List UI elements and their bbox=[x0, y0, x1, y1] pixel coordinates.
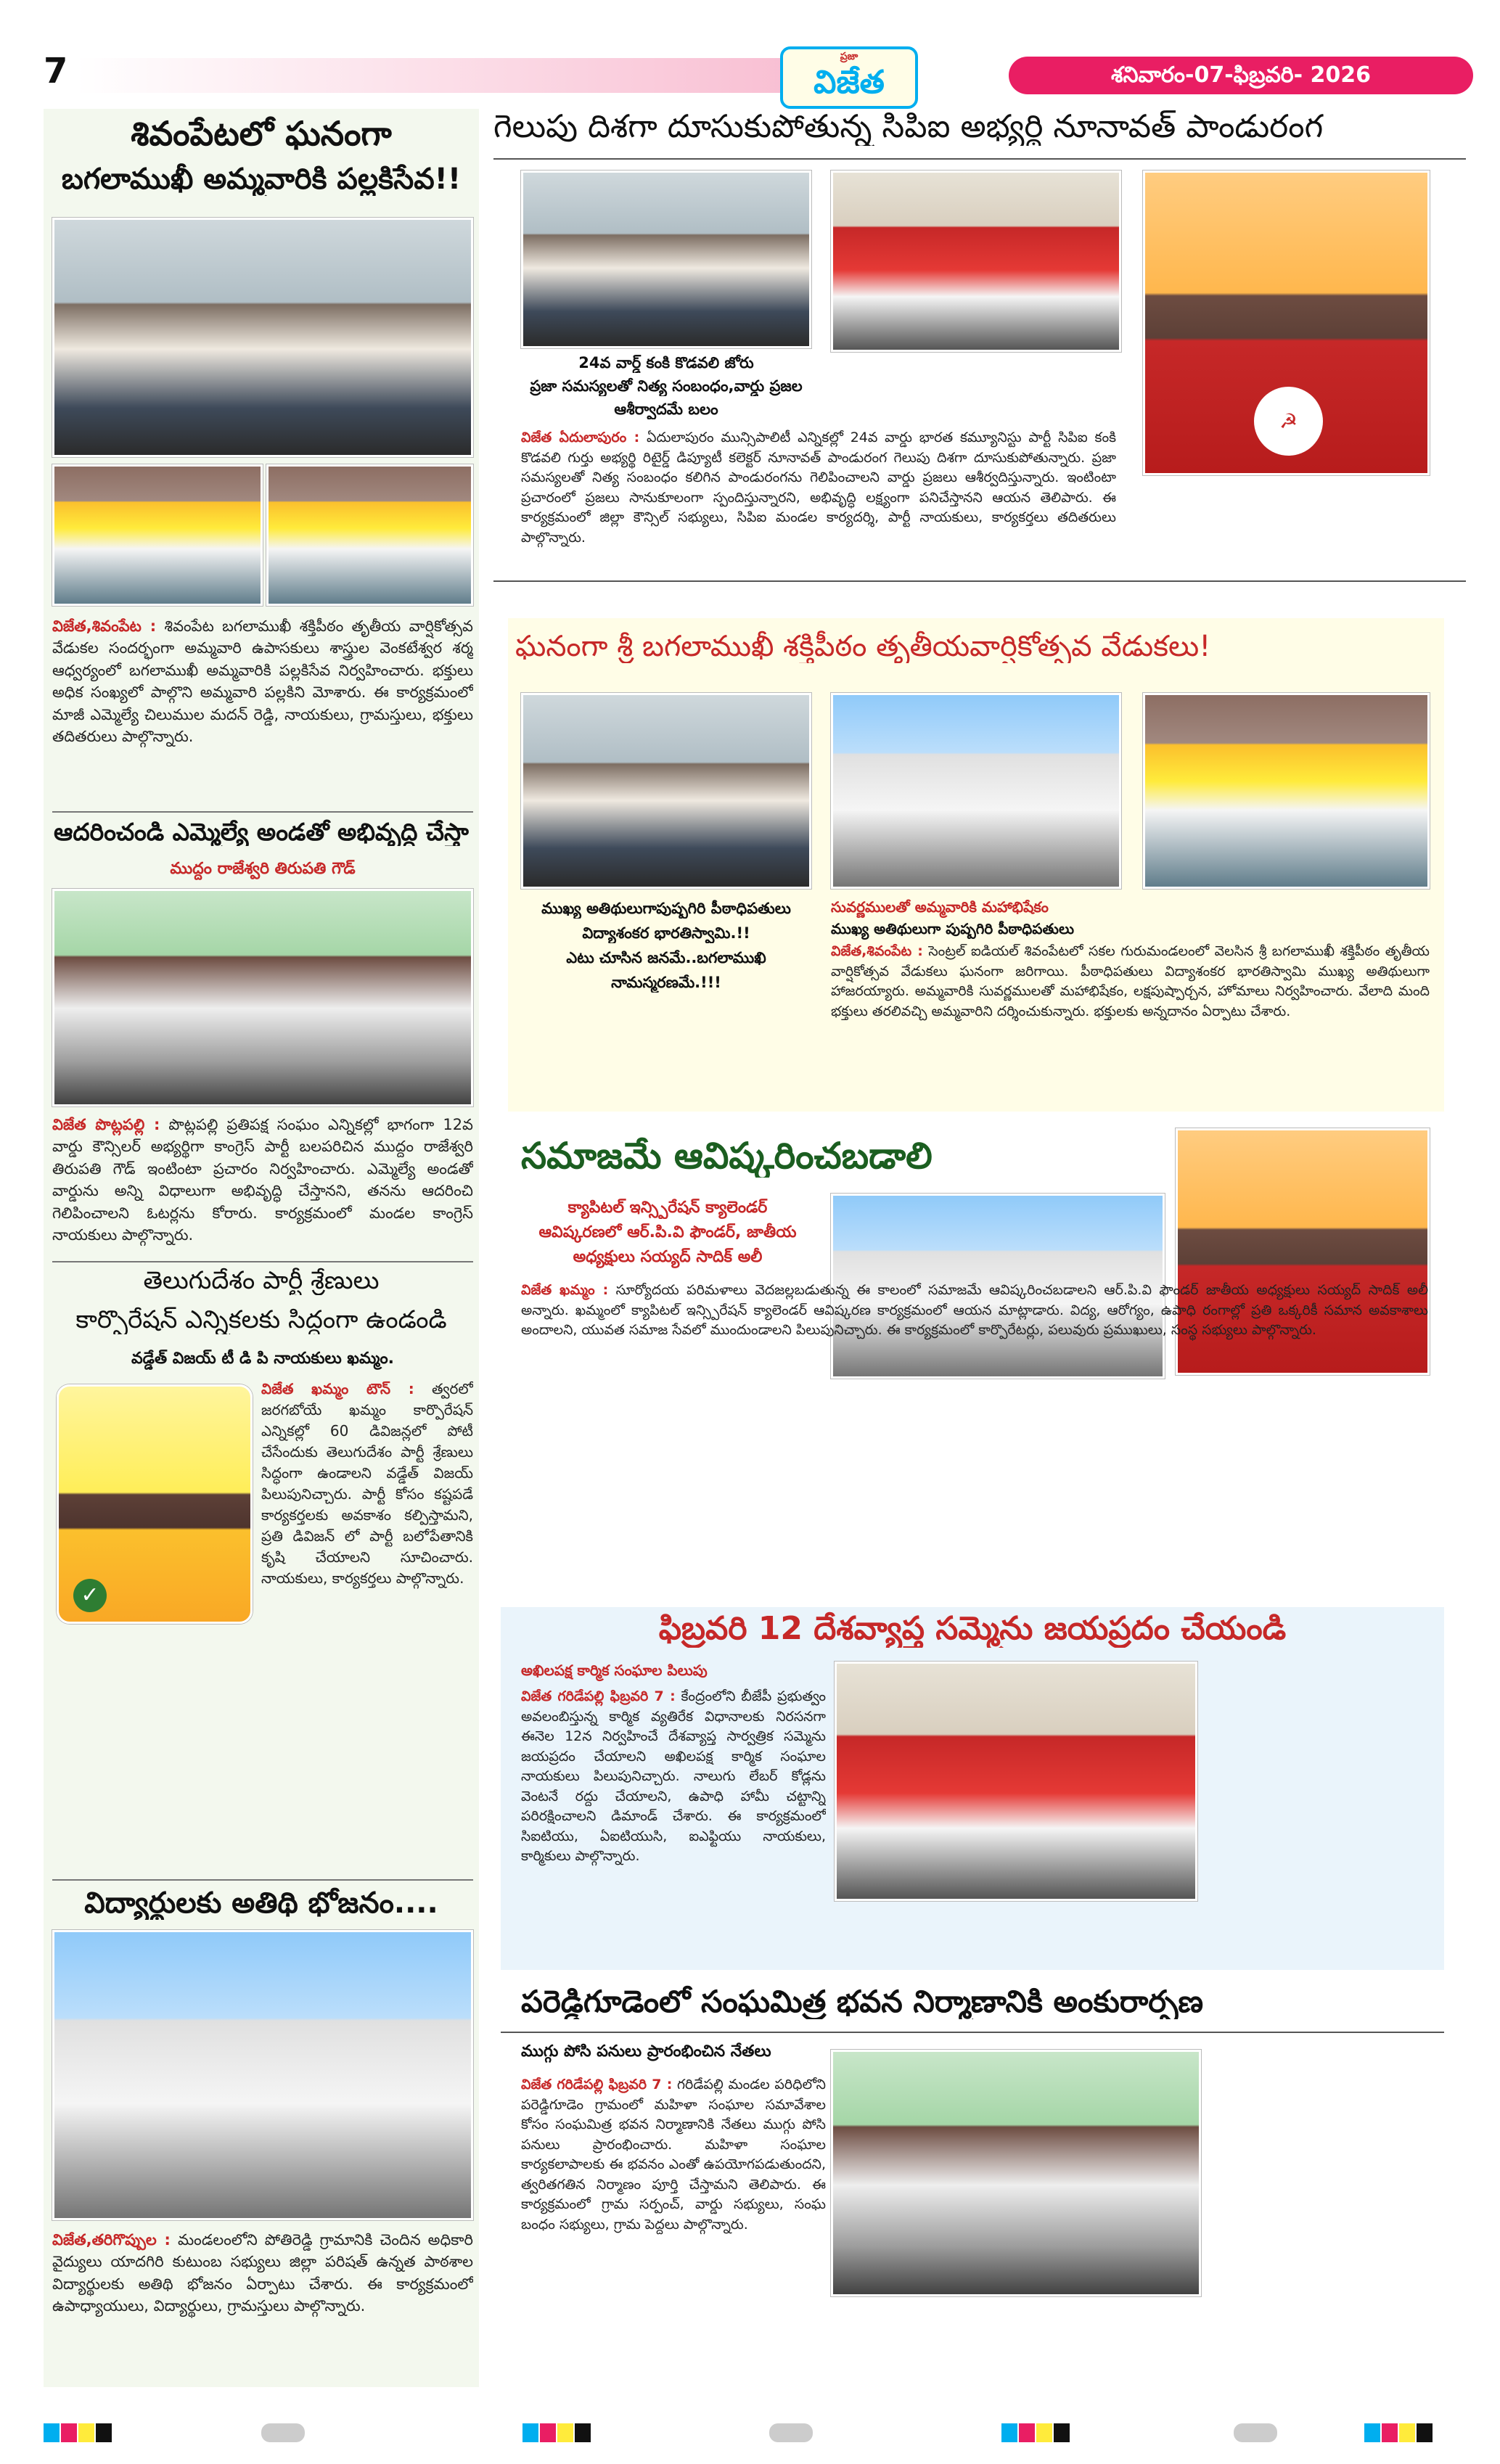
cpi-logo-icon: ☭ bbox=[1254, 387, 1323, 456]
divider bbox=[52, 811, 473, 813]
left-story1-headline-1: శివంపేటలో ఘనంగా bbox=[131, 115, 392, 153]
right-story2-subhead: సువర్ణములతో అమ్మవారికి మహాభిషేకం bbox=[831, 898, 1049, 916]
right-story2-subhead2: ముఖ్య అతిథులుగా పుష్పగిరి పీఠాధిపతులు bbox=[831, 920, 1075, 937]
left-story3-headline-2: కార్పొరేషన్ ఎన్నికలకు సిద్ధంగా ఉండండి bbox=[75, 1306, 447, 1334]
left-story1-text: శివంపేట బగలాముఖీ శక్తిపీఠం తృతీయ వార్షికోత్సవ వేడుకల సందర్భంగా అమ్మవారి ఉపాసకులు శాస్త్రుల వెంకటేశ్వర శర్మ ఆధ్వర్యంలో బగలాముఖీ అమ్మవారికి పల్లకిసేవ నిర్వహించారు. భక్తులు అధిక సంఖ్యలో పాల్గొని అమ్మవారి పల్లకిని మోశారు. ఈ కార్యక్రమంలో మాజీ ఎమ్మెల్యే చిలుముల మదన్ రెడ్డి, నాయకులు, గ్రామస్తులు, భక్తులు తదితరులు పాల్గొన్నారు. bbox=[52, 617, 473, 746]
left-story2-byline: ముద్దం రాజేశ్వరి తిరుపతి గౌడ్ bbox=[170, 860, 356, 878]
left-story3-portrait bbox=[57, 1384, 253, 1624]
right-story3-cap-1: క్యాపిటల్ ఇన్స్పిరేషన్ క్యాలెండర్ bbox=[567, 1199, 768, 1217]
right-story2-photo-1 bbox=[521, 693, 811, 889]
masthead-band-left bbox=[76, 58, 838, 93]
divider bbox=[501, 2032, 1444, 2033]
right-story3-body bbox=[521, 1281, 1428, 1593]
left-story4-photo bbox=[52, 1930, 473, 2220]
left-story3-body-side bbox=[261, 1379, 473, 1625]
left-story4-text: మండలంలోని పోతిరెడ్డి గ్రామానికి చెందిన అధికారి వైద్యులు యాదగిరి కుటుంబ సభ్యులు జిల్లా పరిషత్ ఉన్నత పాఠశాల విద్యార్థులకు అతిథి భోజనం ఏర్పాటు చేశారు. ఈ కార్యక్రమంలో ఉపాధ్యాయులు, విద్యార్థులు, గ్రామస్తులు పాల్గొన్నారు. bbox=[52, 2231, 473, 2315]
right-story3-dateline: విజేత ఖమ్మం : bbox=[521, 1282, 609, 1298]
left-story2-headline: ఆదరించండి ఎమ్మెల్యే అండతో అభివృద్ధి చేస్తా bbox=[54, 818, 469, 846]
right-story4-dateline: విజేత గరిడేపల్లి ఫిబ్రవరి 7 : bbox=[521, 1688, 676, 1704]
date-banner: శనివారం-07-ఫిబ్రవరి- 2026 bbox=[1009, 57, 1473, 94]
right-story1-cap-3: ఆశీర్వాదమే బలం bbox=[614, 401, 718, 418]
left-story1-headline-2: బగలాముఖీ అమ్మవారికి పల్లకిసేవ!! bbox=[61, 163, 462, 196]
right-story5-body bbox=[521, 2075, 826, 2380]
left-story1-dateline: విజేత,శివంపేట : bbox=[52, 617, 157, 635]
right-story1-photo-1 bbox=[521, 171, 811, 348]
right-story1-dateline: విజేత ఏదులాపురం : bbox=[521, 430, 640, 445]
left-story1-body bbox=[52, 615, 473, 805]
divider bbox=[52, 1879, 473, 1881]
right-story2-cap-4: నామస్మరణమే.!!! bbox=[611, 974, 721, 991]
right-story5-text: గరిడేపల్లి మండల పరిధిలోని పరెడ్డిగూడెం గ్రామంలో మహిళా సంఘాల సమావేశాల కోసం సంఘమిత్ర భవన నిర్మాణానికి నేతలు ముగ్గు పోసి పనులు ప్రారంభించారు. మహిళా సంఘాల కార్యకలాపాలకు ఈ భవనం ఎంతో ఉపయోగపడుతుందని, త్వరితగతిన నిర్మాణం పూర్తి చేస్తామని తెలిపారు. ఈ కార్యక్రమంలో గ్రామ సర్పంచ్, వార్డు సభ్యులు, సంఘ బంధం సభ్యులు, గ్రామ పెద్దలు పాల్గొన్నారు. bbox=[521, 2077, 826, 2233]
right-story1-photo-2 bbox=[831, 171, 1121, 352]
right-story1-body bbox=[521, 428, 1116, 562]
right-story4-photo bbox=[835, 1662, 1197, 1901]
right-story1-text: ఏదులాపురం మున్సిపాలిటీ ఎన్నికల్లో 24వ వార్డు భారత కమ్యూనిస్టు పార్టీ సిపిఐ కంకి కొడవలి గుర్తు అభ్యర్థి రిటైర్డ్ డిప్యూటీ కలెక్టర్ నూనావత్ పాండురంగ గెలుపు దిశగా దూసుకుపోతున్నారు. ప్రజా సమస్యలతో నిత్య సంబంధం కలిగిన పాండురంగను గెలిపించాలని వార్డు ప్రజలు ఆశీర్వదిస్తున్నారు. ఇంటింటా ప్రచారంలో ప్రజలు సానుకూలంగా స్పందిస్తున్నారని, అభివృద్ధి లక్ష్యంగా పనిచేస్తానని ఆయన తెలిపారు. ఈ కార్యక్రమంలో జిల్లా కౌన్సిల్ సభ్యులు, సిపిఐ మండల కార్యదర్శి, పార్టీ నాయకులు, కార్యకర్తలు తదితరులు పాల్గొన్నారు. bbox=[521, 430, 1116, 546]
right-story2-photo-3 bbox=[1143, 693, 1430, 889]
right-story2-cap-2: విద్యాశంకర భారతిస్వామి.!! bbox=[582, 924, 750, 942]
right-story5-subhead: ముగ్గు పోసి పనులు ప్రారంభించిన నేతలు bbox=[521, 2042, 771, 2061]
left-story1-photo-3 bbox=[266, 464, 473, 606]
logo-small-text: ప్రజా bbox=[840, 51, 858, 62]
left-story4-body bbox=[52, 2229, 473, 2381]
right-story2-photo-2 bbox=[831, 693, 1121, 889]
right-story2-cap-3: ఎటు చూసిన జనమే..బగలాముఖి bbox=[566, 949, 766, 966]
left-story3-text: త్వరలో జరగబోయే ఖమ్మం కార్పొరేషన్ ఎన్నికల్లో 60 డివిజన్లలో పోటీ చేసేందుకు తెలుగుదేశం పార్టీ శ్రేణులు సిద్ధంగా ఉండాలని వడ్డేత్ విజయ్ పిలుపునిచ్చారు. పార్టీ కోసం కష్టపడే కార్యకర్తలకు అవకాశం కల్పిస్తామని, ప్రతి డివిజన్ లో పార్టీ బలోపేతానికి కృషి చేయాలని సూచించారు. నాయకులు, కార్యకర్తలు పాల్గొన్నారు. bbox=[261, 1380, 473, 1587]
right-story3-headline: సమాజమే ఆవిష్కరించబడాలి bbox=[521, 1136, 933, 1177]
left-story3-headline-1: తెలుగుదేశం పార్టీ శ్రేణులు bbox=[143, 1267, 380, 1295]
right-story4-subhead: అఖిలపక్ష కార్మిక సంఘాల పిలుపు bbox=[521, 1662, 708, 1679]
right-story5-photo bbox=[831, 2050, 1201, 2296]
right-story4-headline: ఫిబ్రవరి 12 దేశవ్యాప్త సమ్మెను జయప్రదం చేయండి bbox=[658, 1611, 1287, 1647]
right-story1-headline: గెలుపు దిశగా దూసుకుపోతున్న సిపిఐ అభ్యర్థి నూనావత్ పాండురంగ bbox=[493, 109, 1324, 145]
right-story2-cap-1: ముఖ్య అతిథులుగాపుష్పగిరి పీఠాధిపతులు bbox=[541, 900, 791, 917]
left-story3-byline: వడ్డేత్ విజయ్ టీ డి పి నాయకులు ఖమ్మం. bbox=[131, 1350, 394, 1368]
right-story2-headline: ఘనంగా శ్రీ బగలాముఖీ శక్తిపీఠం తృతీయవార్షికోత్సవ వేడుకలు! bbox=[515, 630, 1211, 663]
page-number: 7 bbox=[44, 51, 68, 91]
right-story5-dateline: విజేత గరిడేపల్లి ఫిబ్రవరి 7 : bbox=[521, 2077, 673, 2093]
left-story4-headline: విద్యార్థులకు అతిథి భోజనం.... bbox=[84, 1886, 438, 1920]
left-story2-photo bbox=[52, 889, 473, 1106]
right-story1-cap-2: ప్రజా సమస్యలతో నిత్య సంబంధం,వార్డు ప్రజల bbox=[530, 377, 803, 395]
right-story2-dateline: విజేత,శివంపేట : bbox=[831, 943, 923, 959]
verified-check-icon: ✓ bbox=[73, 1579, 107, 1612]
divider bbox=[493, 580, 1466, 582]
right-story1-portrait bbox=[1143, 171, 1430, 475]
divider bbox=[52, 1261, 473, 1262]
right-story1-cap-1: 24వ వార్డ్ కంకి కొడవలి జోరు bbox=[578, 354, 754, 371]
left-story2-text: పొట్లపల్లి ప్రతిపక్ష సంఘం ఎన్నికల్లో భాగంగా 12వ వార్డు కౌన్సిలర్ అభ్యర్థిగా కాంగ్రెస్ పార్టీ బలపరిచిన ముద్దం రాజేశ్వరి తిరుపతి గౌడ్ ఇంటింటా ప్రచారం నిర్వహించారు. ఎమ్మెల్యే అండతో వార్డును అన్ని విధాలుగా అభివృద్ధి చేస్తానని, తనను ఆదరించి గెలిపించాలని ఓటర్లను కోరారు. కార్యక్రమంలో మండల కాంగ్రెస్ నాయకులు పాల్గొన్నారు. bbox=[52, 1116, 473, 1244]
left-story2-body bbox=[52, 1114, 473, 1255]
left-story1-photo-main bbox=[52, 218, 473, 457]
divider bbox=[493, 158, 1466, 160]
logo bbox=[780, 46, 918, 109]
right-story3-cap-2: ఆవిష్కరణలో ఆర్.పి.వి ఫౌండర్, జాతీయ bbox=[538, 1223, 797, 1241]
color-registration-strip bbox=[44, 2423, 1466, 2445]
left-story1-photo-2 bbox=[52, 464, 263, 606]
right-story5-headline: పరెడ్డిగూడెంలో సంఘమిత్ర భవన నిర్మాణానికి అంకురార్పణ bbox=[521, 1984, 1204, 2019]
right-story2-text: సెంట్రల్ ఐడియల్ శివంపేటలో సకల గురుమండలంలో వెలసిన శ్రీ బగలాముఖీ శక్తిపీఠం తృతీయ వార్షికోత్సవ వేడుకలు ఘనంగా జరిగాయి. పీఠాధిపతులు విద్యాశంకర భారతిస్వామి ముఖ్య అతిథులుగా హాజరయ్యారు. అమ్మవారికి సువర్ణములతో మహాభిషేకం, లక్షపుష్పార్చన, హోమాలు నిర్వహించారు. వేలాది మంది భక్తులు తరలివచ్చి అమ్మవారిని దర్శించుకున్నారు. భక్తులకు అన్నదానం ఏర్పాటు చేశారు. bbox=[831, 943, 1430, 1019]
left-story3-dateline: విజేత ఖమ్మం టౌన్ : bbox=[261, 1380, 414, 1397]
right-story2-body bbox=[831, 942, 1430, 1105]
logo-text: విజేత bbox=[813, 64, 885, 101]
left-story2-dateline: విజేత పొట్లపల్లి : bbox=[52, 1116, 160, 1133]
left-story4-dateline: విజేత,తరిగొప్పుల : bbox=[52, 2231, 171, 2249]
right-story4-text: కేంద్రంలోని బీజేపీ ప్రభుత్వం అవలంబిస్తున్న కార్మిక వ్యతిరేక విధానాలకు నిరసనగా ఈనెల 12న నిర్వహించే దేశవ్యాప్త సార్వత్రిక సమ్మెను జయప్రదం చేయాలని అఖిలపక్ష కార్మిక సంఘాల నాయకులు పిలుపునిచ్చారు. నాలుగు లేబర్ కోడ్లను వెంటనే రద్దు చేయాలని, ఉపాధి హామీ చట్టాన్ని పరిరక్షించాలని డిమాండ్ చేశారు. ఈ కార్యక్రమంలో సిఐటియు, ఏఐటియుసి, ఐఎఫ్టియు నాయకులు, కార్మికులు పాల్గొన్నారు. bbox=[521, 1688, 826, 1865]
right-story3-cap-3: అధ్యక్షులు సయ్యద్ సాదిక్ అలీ bbox=[573, 1248, 763, 1266]
right-story3-text: సూర్యోదయ పరిమళాలు వెదజల్లబడుతున్న ఈ కాలంలో సమాజమే ఆవిష్కరించబడాలని ఆర్.పి.వి ఫౌండర్ జాతీయ అధ్యక్షులు సయ్యద్ సాదిక్ అలీ అన్నారు. ఖమ్మంలో క్యాపిటల్ ఇన్స్పిరేషన్ క్యాలెండర్ ఆవిష్కరణ కార్యక్రమంలో ఆయన మాట్లాడారు. విద్య, ఆరోగ్యం, ఉపాధి రంగాల్లో ప్రతి ఒక్కరికీ సమాన అవకాశాలు అందాలని, యువత సమాజ సేవలో ముందుండాలని పిలుపునిచ్చారు. ఈ కార్యక్రమంలో కార్పొరేటర్లు, పలువురు ప్రముఖులు, సంస్థ సభ్యులు పాల్గొన్నారు. bbox=[521, 1282, 1428, 1339]
right-story4-body bbox=[521, 1687, 826, 1963]
